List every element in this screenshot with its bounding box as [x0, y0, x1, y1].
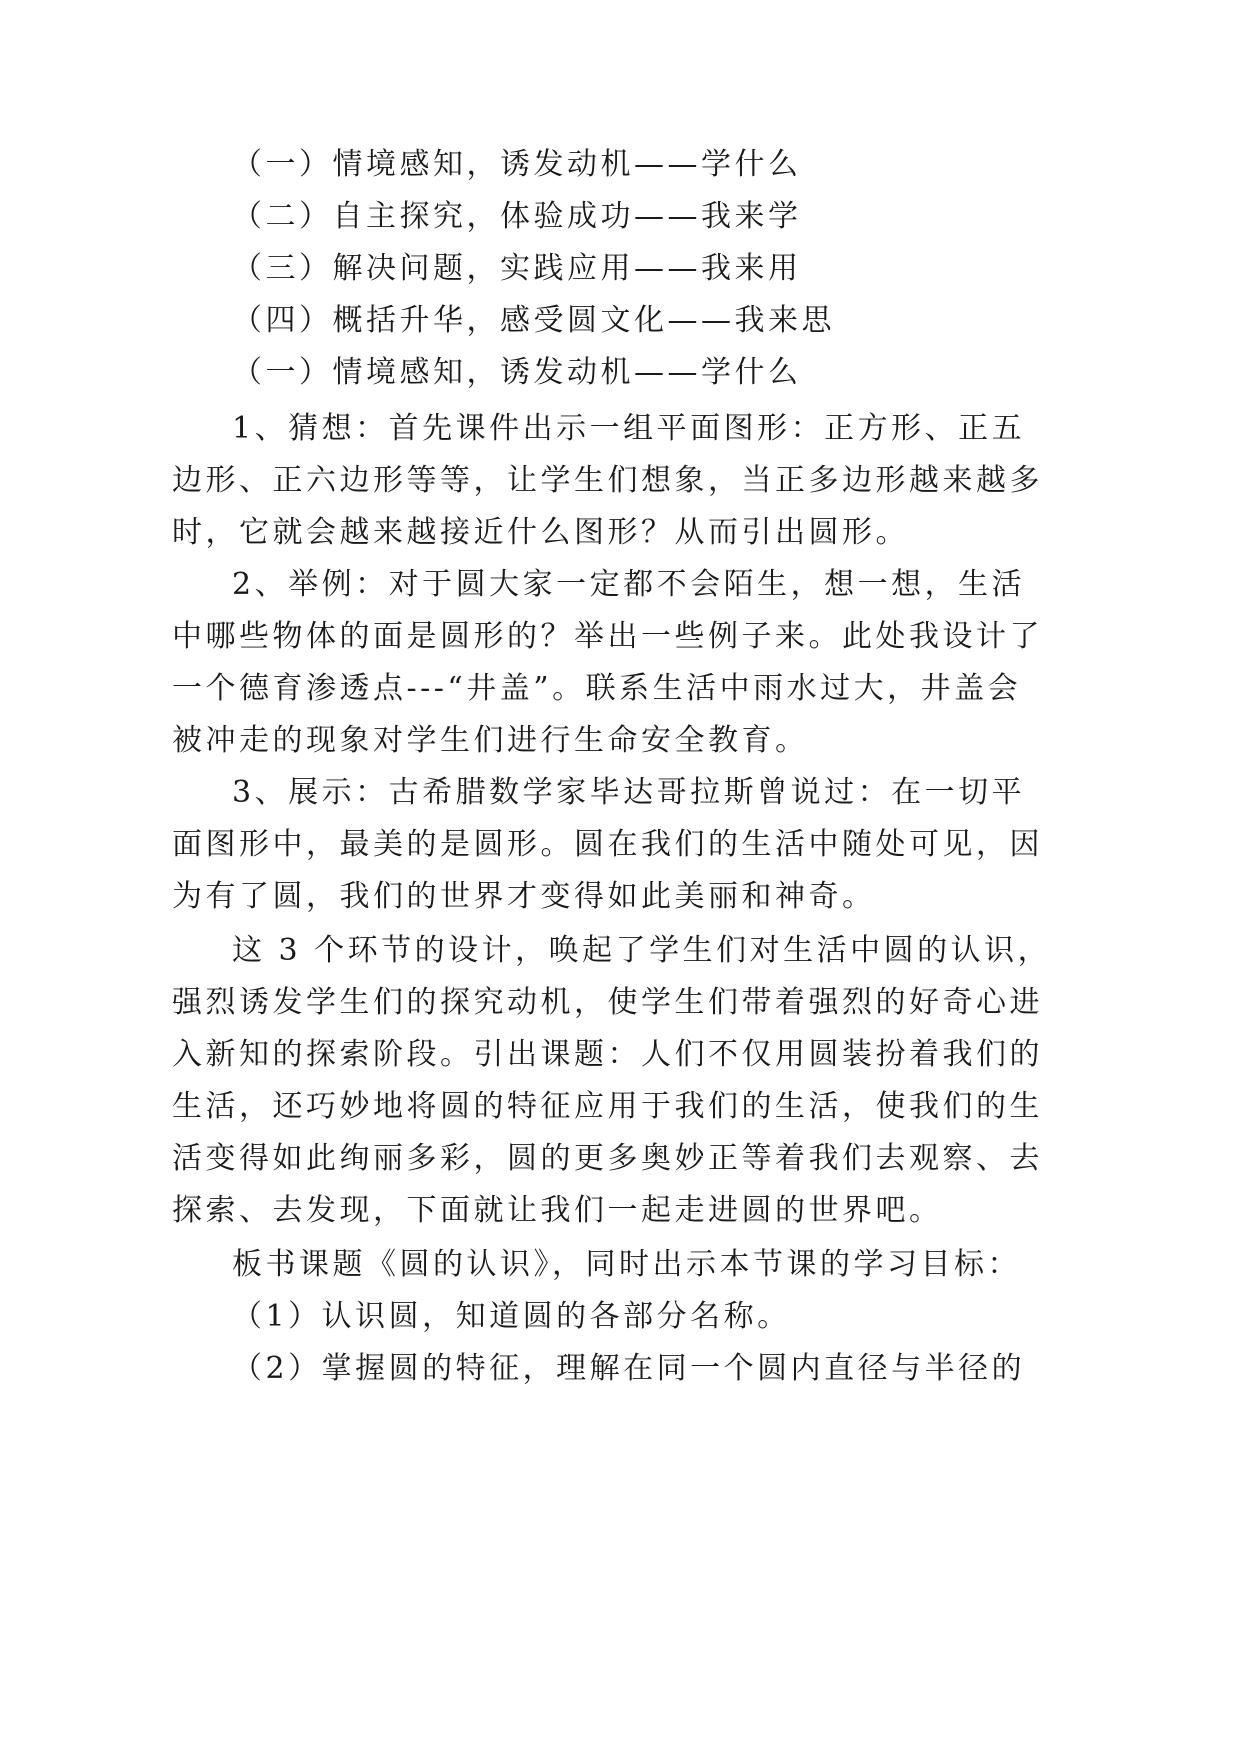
paragraph-line: 活变得如此绚丽多彩，圆的更多奥妙正等着我们去观察、去 — [172, 1141, 1043, 1176]
paragraph-line: 边形、正六边形等等，让学生们想象，当正多边形越来越多 — [172, 463, 1043, 498]
paragraph-line: 生活，还巧妙地将圆的特征应用于我们的生活，使我们的生 — [172, 1089, 1043, 1124]
paragraph-line: 1、猜想：首先课件出示一组平面图形：正方形、正五 — [232, 411, 1026, 446]
goal-item: （2）掌握圆的特征，理解在同一个圆内直径与半径的 — [232, 1351, 1026, 1386]
paragraph-line: 探索、去发现，下面就让我们一起走进圆的世界吧。 — [172, 1193, 943, 1228]
paragraph-line: 中哪些物体的面是圆形的？举出一些例子来。此处我设计了 — [172, 619, 1043, 654]
paragraph-line: 为有了圆，我们的世界才变得如此美丽和神奇。 — [172, 879, 876, 914]
paragraph-line: 这 3 个环节的设计，唤起了学生们对生活中圆的认识， — [232, 933, 1052, 968]
paragraph-line: 强烈诱发学生们的探究动机，使学生们带着强烈的好奇心进 — [172, 985, 1043, 1020]
paragraph-line: 面图形中，最美的是圆形。圆在我们的生活中随处可见，因 — [172, 827, 1043, 862]
paragraph-line: 2、举例：对于圆大家一定都不会陌生，想一想，生活 — [232, 567, 1026, 602]
outline-item: （一）情境感知，诱发动机——学什么 — [232, 147, 802, 182]
outline-item: （二）自主探究，体验成功——我来学 — [232, 199, 802, 234]
outline-item: （三）解决问题，实践应用——我来用 — [232, 251, 802, 286]
paragraph-line: 入新知的探索阶段。引出课题：人们不仅用圆装扮着我们的 — [172, 1037, 1043, 1072]
goal-item: （1）认识圆，知道圆的各部分名称。 — [232, 1299, 791, 1334]
section-heading: （一）情境感知，诱发动机——学什么 — [232, 355, 802, 390]
paragraph-line: 3、展示：古希腊数学家毕达哥拉斯曾说过：在一切平 — [232, 775, 1026, 810]
paragraph-line: 时，它就会越来越接近什么图形？从而引出圆形。 — [172, 515, 909, 550]
paragraph-line: 板书课题《圆的认识》，同时出示本节课的学习目标： — [232, 1247, 1021, 1282]
paragraph-line: 一个德育渗透点---“井盖”。联系生活中雨水过大，井盖会 — [172, 671, 1022, 706]
outline-item: （四）概括升华，感受圆文化——我来思 — [232, 303, 835, 338]
paragraph-line: 被冲走的现象对学生们进行生命安全教育。 — [172, 723, 809, 758]
